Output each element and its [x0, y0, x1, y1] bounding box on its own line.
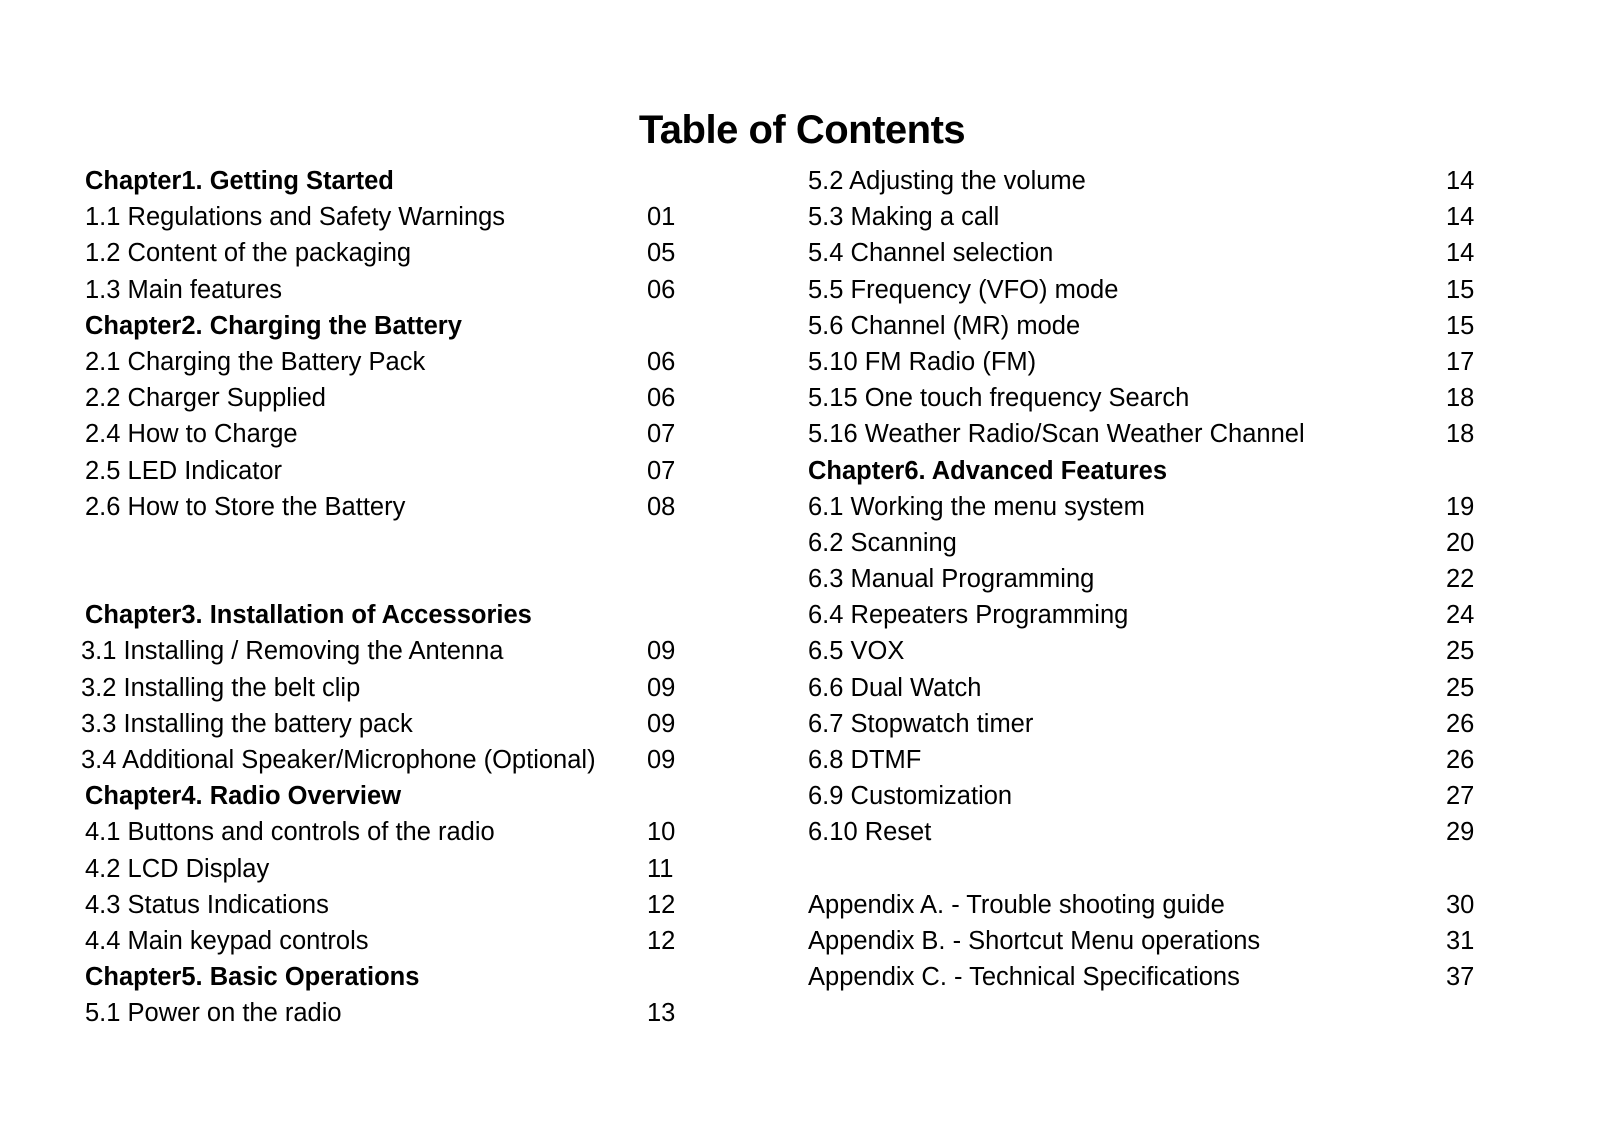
page-number: 24: [1446, 601, 1475, 630]
toc-spacer: [85, 525, 685, 561]
page-number: 12: [647, 890, 676, 919]
toc-entry: [808, 742, 1488, 778]
page-number: 18: [1446, 420, 1475, 449]
entry-title: 4.3 Status Indications: [85, 890, 329, 919]
toc-chapter-heading: [85, 959, 685, 995]
chapter-title: Chapter4. Radio Overview: [85, 782, 402, 811]
toc-entry: [85, 923, 685, 959]
toc-entry: [85, 235, 685, 271]
entry-title: 2.2 Charger Supplied: [85, 384, 326, 413]
toc-spacer: [85, 561, 685, 597]
entry-title: 6.3 Manual Programming: [808, 565, 1095, 594]
toc-entry: [85, 995, 685, 1031]
toc-entry: [81, 742, 685, 778]
toc-entry: [808, 887, 1488, 923]
chapter-title: Chapter3. Installation of Accessories: [85, 601, 532, 630]
page-number: 07: [647, 456, 676, 485]
toc-entry: [808, 199, 1488, 235]
page-number: 09: [647, 673, 676, 702]
page-number: 10: [647, 818, 676, 847]
page-number: 29: [1446, 818, 1475, 847]
page-number: 12: [647, 926, 676, 955]
toc-entry: [85, 851, 685, 887]
page-number: 11: [647, 854, 674, 883]
page-number: 06: [647, 347, 676, 376]
entry-title: 2.4 How to Charge: [85, 420, 298, 449]
page-number: 15: [1446, 311, 1475, 340]
page-number: 08: [647, 492, 676, 521]
page-number: 09: [647, 746, 676, 774]
page-number: 15: [1446, 275, 1475, 304]
toc-entry: [85, 453, 685, 489]
page-number: 06: [647, 384, 676, 413]
toc-entry: [85, 814, 685, 850]
toc-entry: [81, 706, 685, 742]
entry-title: 2.5 LED Indicator: [85, 456, 283, 485]
page-number: 09: [647, 709, 676, 738]
toc-entry: [808, 344, 1488, 380]
toc-entry: [808, 235, 1488, 271]
toc-entry: [81, 633, 685, 669]
entry-title: 3.3 Installing the battery pack: [81, 709, 413, 738]
entry-title: 6.5 VOX: [808, 637, 905, 666]
entry-title: 2.6 How to Store the Battery: [85, 492, 406, 521]
entry-title: 6.6 Dual Watch: [808, 673, 982, 702]
entry-title: 3.2 Installing the belt clip: [81, 673, 361, 702]
toc-entry: [808, 959, 1488, 995]
toc-entry: [808, 633, 1488, 669]
toc-entry: [808, 778, 1488, 814]
page-number: 20: [1446, 528, 1475, 557]
toc-entry: [808, 308, 1488, 344]
page-title: Table of Contents: [638, 108, 966, 152]
toc-entry: [85, 380, 685, 416]
entry-title: 1.1 Regulations and Safety Warnings: [85, 203, 506, 232]
page-number: 26: [1446, 709, 1475, 738]
page-number: 17: [1446, 347, 1475, 376]
entry-title: 5.1 Power on the radio: [85, 999, 342, 1028]
toc-entry: [808, 814, 1488, 850]
entry-title: 5.3 Making a call: [808, 203, 1000, 232]
page-number: 14: [1446, 167, 1475, 195]
chapter-title: Chapter2. Charging the Battery: [85, 311, 462, 340]
entry-title: 4.2 LCD Display: [85, 854, 270, 883]
entry-title: 6.10 Reset: [808, 818, 932, 847]
page-number: 18: [1446, 384, 1475, 413]
toc-entry: [808, 525, 1488, 561]
page-number: 19: [1446, 492, 1475, 521]
page-number: 13: [647, 999, 676, 1028]
toc-chapter-heading: [85, 308, 685, 344]
toc-entry: [808, 489, 1488, 525]
page-number: 07: [647, 420, 676, 449]
toc-chapter-heading: [85, 597, 685, 633]
chapter-title: Chapter5. Basic Operations: [85, 963, 420, 992]
page-number: 22: [1446, 565, 1475, 594]
entry-title: Appendix A. - Trouble shooting guide: [808, 890, 1225, 919]
toc-entry: [85, 416, 685, 452]
entry-title: 1.3 Main features: [85, 275, 283, 304]
page-number: 27: [1446, 782, 1475, 811]
page-number: 25: [1446, 637, 1475, 666]
entry-title: 4.1 Buttons and controls of the radio: [85, 818, 495, 847]
entry-title: 3.4 Additional Speaker/Microphone (Optional): [81, 746, 596, 774]
toc-entry: [81, 670, 685, 706]
toc-entry: [808, 923, 1488, 959]
page-number: 09: [647, 637, 676, 666]
entry-title: Appendix C. - Technical Specifications: [808, 963, 1240, 992]
page-number: 05: [647, 239, 676, 268]
toc-chapter-heading: [85, 163, 685, 199]
entry-title: 5.10 FM Radio (FM): [808, 347, 1037, 376]
toc-entry: [808, 597, 1488, 633]
entry-title: 6.9 Customization: [808, 782, 1013, 811]
toc-entry: [808, 416, 1488, 452]
entry-title: 5.15 One touch frequency Search: [808, 384, 1190, 413]
entry-title: 4.4 Main keypad controls: [85, 926, 369, 955]
entry-title: 6.4 Repeaters Programming: [808, 601, 1129, 630]
entry-title: 2.1 Charging the Battery Pack: [85, 347, 426, 376]
entry-title: 6.2 Scanning: [808, 528, 957, 557]
page-number: 14: [1446, 239, 1475, 268]
page-number: 37: [1446, 963, 1475, 992]
toc-entry: [85, 489, 685, 525]
toc-entry: [85, 344, 685, 380]
chapter-title: Chapter6. Advanced Features: [808, 456, 1168, 485]
page-number: 31: [1446, 926, 1475, 955]
toc-chapter-heading: [85, 778, 685, 814]
toc-entry: [808, 272, 1488, 308]
toc-left-column: [81, 163, 685, 1032]
page-number: 01: [647, 203, 676, 232]
toc-entry: [808, 670, 1488, 706]
page-number: 14: [1446, 203, 1475, 232]
entry-title: 5.6 Channel (MR) mode: [808, 311, 1081, 340]
toc-entry: [85, 887, 685, 923]
entry-title: 6.7 Stopwatch timer: [808, 709, 1034, 738]
page-number: 06: [647, 275, 676, 304]
entry-title: Appendix B. - Shortcut Menu operations: [808, 926, 1261, 955]
page-number: 25: [1446, 673, 1475, 702]
toc-entry: [808, 163, 1488, 199]
entry-title: 6.8 DTMF: [808, 746, 922, 774]
toc-spacer: [808, 851, 1488, 887]
entry-title: 1.2 Content of the packaging: [85, 239, 412, 268]
toc-entry: [808, 706, 1488, 742]
toc-chapter-heading: [808, 453, 1488, 489]
toc-entry: [808, 561, 1488, 597]
page-number: 26: [1446, 746, 1475, 774]
page-number: 30: [1446, 890, 1475, 919]
chapter-title: Chapter1. Getting Started: [85, 167, 394, 195]
toc-right-column: [808, 163, 1488, 995]
entry-title: 5.2 Adjusting the volume: [808, 167, 1086, 195]
entry-title: 5.5 Frequency (VFO) mode: [808, 275, 1119, 304]
entry-title: 3.1 Installing / Removing the Antenna: [81, 637, 504, 666]
entry-title: 5.16 Weather Radio/Scan Weather Channel: [808, 420, 1305, 449]
toc-entry: [85, 199, 685, 235]
toc-entry: [85, 272, 685, 308]
toc-entry: [808, 380, 1488, 416]
entry-title: 5.4 Channel selection: [808, 239, 1054, 268]
entry-title: 6.1 Working the menu system: [808, 492, 1145, 521]
